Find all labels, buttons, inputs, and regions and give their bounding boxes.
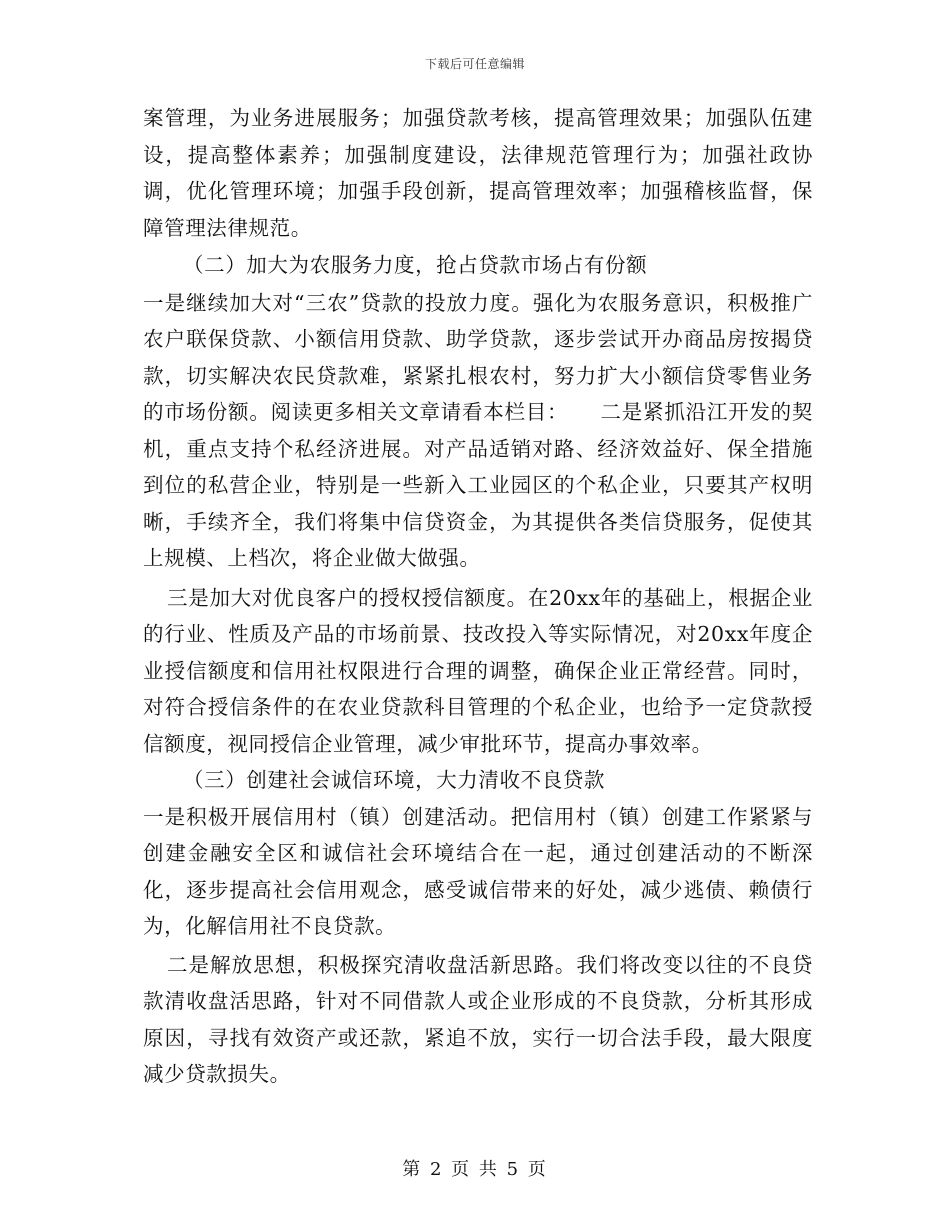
page-header: 下载后可任意编辑 [424, 57, 525, 71]
section-heading-2: （二）加大为农服务力度，抢占贷款市场占有份额 [183, 253, 648, 277]
paragraph-bad-loan-recovery: 二是解放思想，积极探究清收盘活新思路。我们将改变以往的不良贷款清收盘活思路，针对不同借款人或企业形成的不良贷款，分析其形成原因，寻找有效资产或还款，紧追不放，实行一切合法手段，最大限度减少贷款损失。 [143, 952, 813, 1086]
page-number-footer: 第 2 页 共 5 页 [402, 1159, 548, 1180]
section-heading-3: （三）创建社会诚信环境，大力清收不良贷款 [183, 768, 605, 792]
paragraph-management-measures: 案管理，为业务进展服务；加强贷款考核，提高管理效果；加强队伍建设，提高整体素养；加强制度建设，法律规范管理行为；加强社政协调，优化管理环境；加强手段创新，提高管理效率；加强稽核监督，保障管理法律规范。 [143, 106, 813, 240]
paragraph-credit-limits: 三是加大对优良客户的授权授信额度。在20xx年的基础上，根据企业的行业、性质及产品的市场前景、技改投入等实际情况，对20xx年度企业授信额度和信用社权限进行合理的调整，确保企业正常经营。同时，对符合授信条件的在农业贷款科目管理的个私企业，也给予一定贷款授信额度，视同授信企业管理，减少审批环节，提高办事效率。 [143, 585, 813, 756]
paragraph-credit-village: 一是积极开展信用村（镇）创建活动。把信用村（镇）创建工作紧紧与创建金融安全区和诚信社会环境结合在一起，通过创建活动的不断深化，逐步提高社会信用观念，感受诚信带来的好处，减少逃债、赖债行为，化解信用社不良贷款。 [143, 804, 813, 938]
paragraph-three-rural-loans: 一是继续加大对“三农”贷款的投放力度。强化为农服务意识，积极推广农户联保贷款、小额信用贷款、助学贷款，逐步尝试开办商品房按揭贷款，切实解决农民贷款难，紧紧扎根农村，努力扩大小额信贷零售业务的市场份额。阅读更多相关文章请看本栏目： 二是紧抓沿江开发的契机，重点支持个私经济进展。对产品适销对路、经济效益好、保全措施到位的私营企业，特别是一些新入工业园区的个私企业，只要其产权明晰，手续齐全，我们将集中信贷资金，为其提供各类信贷服务，促使其上规模、上档次，将企业做大做强。 [143, 290, 813, 570]
document-body [143, 100, 813, 1093]
